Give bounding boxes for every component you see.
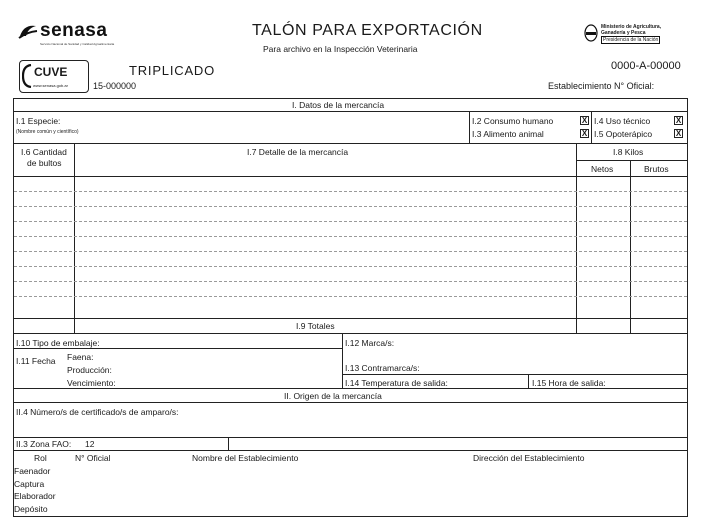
faena-label: Faena: [67, 352, 94, 362]
ministry-logo [584, 20, 694, 48]
kilos-label: I.8 Kilos [613, 147, 644, 157]
rule [342, 333, 343, 388]
rule [13, 143, 688, 144]
rule [342, 374, 688, 375]
embalaje-label: I.10 Tipo de embalaje: [16, 338, 100, 348]
hora-label: I.15 Hora de salida: [532, 378, 606, 388]
cuve-bracket-icon [22, 64, 32, 88]
table-row [14, 296, 687, 297]
table-row [14, 281, 687, 282]
rule [576, 160, 688, 161]
senasa-swoosh-icon [18, 22, 38, 40]
fecha-label: I.11 Fecha [16, 356, 56, 366]
table-row [14, 236, 687, 237]
ministry-line-1: Ministerio de Agricultura, [601, 24, 662, 30]
rule [74, 143, 75, 333]
uso-label: I.4 Uso técnico [594, 116, 651, 126]
brutos-label: Brutos [644, 164, 669, 174]
rule [13, 402, 688, 403]
role-captura: Captura [14, 479, 45, 489]
nombre-label: Nombre del Establecimiento [192, 453, 299, 463]
table-row [14, 206, 687, 207]
marcas-label: I.12 Marca/s: [345, 338, 395, 348]
role-deposito: Depósito [14, 504, 48, 514]
alimento-checkbox[interactable]: X [581, 129, 588, 138]
opoterapico-label: I.5 Opoterápico [594, 129, 653, 139]
detalle-label: I.7 Detalle de la mercancía [247, 147, 349, 157]
zona-label: II.3 Zona FAO: [16, 439, 72, 449]
cuve-number: 15-000000 [93, 81, 137, 91]
rule [13, 111, 688, 112]
rule [591, 111, 592, 143]
table-row [14, 266, 687, 267]
rule [576, 143, 577, 333]
cuve-small-text: www.senasa.gob.ar [33, 83, 68, 88]
bultos-label-2: de bultos [27, 158, 62, 168]
temperatura-label: I.14 Temperatura de salida: [345, 378, 448, 388]
senasa-wordmark: senasa [40, 20, 108, 41]
netos-label: Netos [591, 164, 614, 174]
senasa-tagline: Servicio Nacional de Sanidad y Calidad Agroalimentaria [40, 42, 115, 46]
rule [630, 160, 631, 333]
form-subtitle: Para archivo en la Inspección Veterinaria [263, 44, 418, 54]
ministry-line-2: Ganadería y Pesca [601, 30, 646, 36]
alimento-label: I.3 Alimento animal [472, 129, 544, 139]
table-row [14, 191, 687, 192]
establishment-label: Establecimiento N° Oficial: [548, 81, 655, 91]
section-2-title: II. Origen de la mercancía [284, 391, 382, 401]
contramarcas-label: I.13 Contramarca/s: [345, 363, 420, 373]
table-row [14, 221, 687, 222]
species-hint: (Nombre común y científico) [16, 129, 79, 135]
uso-checkbox[interactable]: X [675, 116, 682, 125]
form-title: TALÓN PARA EXPORTACIÓN [252, 22, 483, 39]
senasa-logo [18, 20, 138, 50]
totales-label: I.9 Totales [296, 321, 335, 331]
rule [469, 111, 470, 143]
rule [13, 348, 342, 349]
section-1-title: I. Datos de la mercancía [292, 100, 385, 110]
argentina-seal-icon [584, 24, 598, 42]
consumo-label: I.2 Consumo humano [472, 116, 554, 126]
species-label: I.1 Especie: [16, 116, 61, 126]
rol-label: Rol [34, 453, 47, 463]
produccion-label: Producción: [67, 365, 112, 375]
header [0, 0, 708, 100]
rule [13, 450, 688, 451]
rule [13, 437, 688, 438]
bultos-label-1: I.6 Cantidad [21, 147, 67, 157]
ministry-line-3: Presidencia de la Nación [603, 37, 659, 43]
cuve-label: CUVE [34, 65, 68, 79]
vencimiento-label: Vencimiento: [67, 378, 116, 388]
rule [528, 374, 529, 388]
zona-value: 12 [85, 439, 95, 449]
form-number: 0000-A-00000 [611, 60, 681, 72]
opoterapico-checkbox[interactable]: X [675, 129, 682, 138]
rule [228, 437, 229, 450]
direccion-label: Dirección del Establecimiento [473, 453, 585, 463]
consumo-checkbox[interactable]: X [581, 116, 588, 125]
certificados-label: II.4 Número/s de certificado/s de amparo/s: [16, 407, 179, 417]
role-elaborador: Elaborador [14, 491, 56, 501]
oficial-label: N° Oficial [75, 453, 111, 463]
rule [13, 318, 688, 319]
cuve-logo [19, 60, 89, 93]
table-row [14, 251, 687, 252]
rule [13, 333, 688, 334]
copy-label: TRIPLICADO [129, 63, 216, 78]
rule [13, 388, 688, 389]
rule [13, 176, 688, 177]
role-faenador: Faenador [14, 466, 51, 476]
